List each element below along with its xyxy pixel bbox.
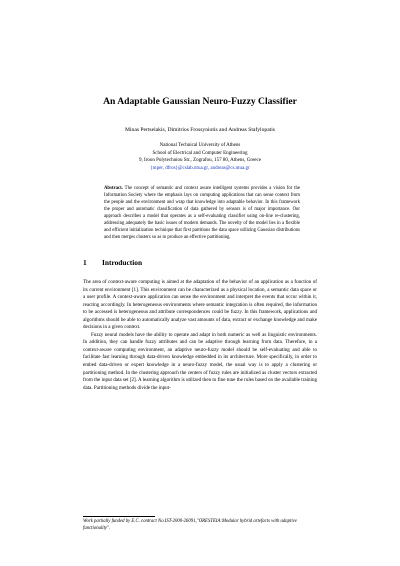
- author-list: Minas Pertselakis, Dimitrios Frossyniotis and Andreas Stafylopatis: [125, 127, 275, 133]
- footnote-rule: [83, 516, 155, 517]
- affiliation-line: National Technical University of Athens: [159, 143, 241, 148]
- abstract-text: The concept of semantic and context aware intelligent systems provides a vision for the Information Society where the emphasis lays on computing applications that can sense context from the people and the environment and wrap that knowledge into adaptable behavior. In this framework the proper and automatic classification of data gathered by sensors is of major importance. Our approach describes a model that operates as a self-evaluating classifier using on-line re-clustering, addressing adequately the basic issues of modern demands. The novelty of the model lies in a flexible and efficient initialization technique that first partitions the data space utilizing Gaussian distributions and then merges clusters so as to produce an effective partitioning.: [104, 186, 300, 240]
- paper-title: An Adaptable Gaussian Neuro-Fuzzy Classifier: [103, 96, 297, 107]
- abstract: [104, 186, 300, 242]
- body-text: [83, 279, 317, 392]
- body-paragraph: The area of context-aware computing is aimed at the adaptation of the behavior of an application as a function of its current environment [1]. This environment can be characterized as a physical location, a semantic data space or a user profile. A context-aware application can sense the environment and interpret the events that occur within it, reacting accordingly. In heterogeneous environments where semantic integration is often required, the information to be accessed is heterogeneous and attribute correspondences could be fuzzy. In this framework, applications and algorithms should be able to automatically analyze vast amounts of data, extract or exchange knowledge and make decisions in a given context.: [83, 279, 317, 331]
- section-title: Introduction: [102, 258, 143, 267]
- section-heading: [83, 258, 142, 267]
- abstract-label: Abstract.: [104, 186, 123, 191]
- body-paragraph: Fuzzy neural models have the ability to operate and adapt in both numeric as well as linguistic environments. In addition, they can handle fuzzy attributes and can be adaptive through learning from data. Therefore, in a context-aware computing environment, an adaptive neuro-fuzzy model should be self-evaluating and able to facilitate fast learning through data-driven knowledge embedded in its architecture. More specifically, in order to embed data-driven or expert knowledge in a neuro-fuzzy model, the usual way is to apply a clustering or partitioning method. In the clustering approach the centers of fuzzy rules are initialized as cluster vectors extracted from the input data set [2]. A learning algorithm is utilized then to fine tune the rules based on the available training data. Partitioning methods divide the input-: [83, 331, 317, 391]
- affiliation-address: 9, Iroon Polytechniou Str., Zografou, 157 80, Athens, Greece: [139, 158, 261, 164]
- author-emails[interactable]: {mper, dfros}@cslab.ntua.gr, andreas@cs.ntua.gr: [150, 165, 250, 171]
- footnote: Work partially funded by E.C. contract No.IST-2000-26091,"ORESTEIA:Modular hybrid artefacts with adaptive functionality".: [83, 519, 297, 531]
- affiliation-block: [0, 142, 400, 172]
- affiliation-line: School of Electrical and Computer Engineering: [152, 150, 248, 156]
- section-number: 1: [83, 258, 87, 267]
